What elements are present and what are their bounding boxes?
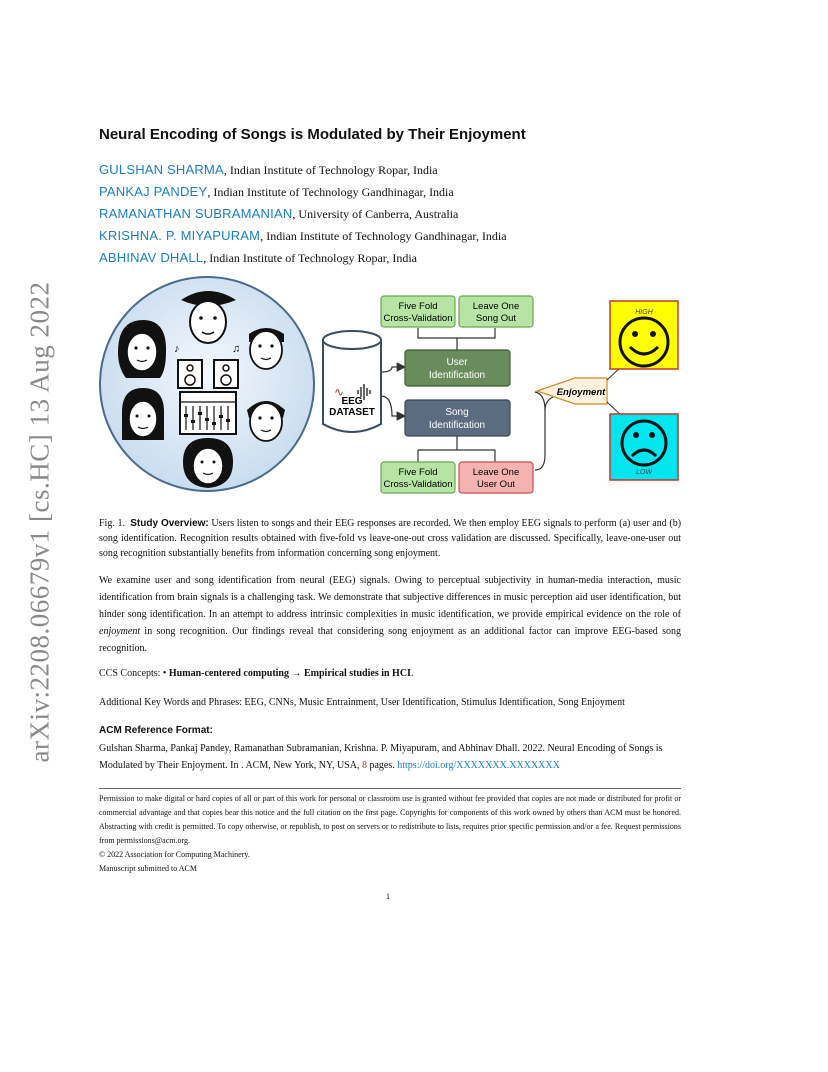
author-name: KRISHNA. P. MIYAPURAM <box>99 228 261 243</box>
footnote <box>99 792 681 876</box>
enjoyment-label: Enjoyment <box>556 387 606 398</box>
caption-label: Fig. 1. <box>99 518 125 529</box>
box-label: Five Fold <box>398 467 438 478</box>
low-label: LOW <box>636 469 652 476</box>
box-label: Five Fold <box>398 301 438 312</box>
overview-figure <box>0 0 828 510</box>
keywords: Additional Key Words and Phrases: EEG, CNNs, Music Entrainment, User Identification, Stimulus Identification, Song Enjoyment <box>99 697 625 708</box>
user-id-label: Identification <box>428 370 486 381</box>
person-face-icon <box>118 320 166 378</box>
box-label: Leave One <box>472 467 520 478</box>
dataset-label: DATASET <box>329 407 375 418</box>
svg-text:♪: ♪ <box>174 343 180 355</box>
ccs-suffix: . <box>410 668 414 679</box>
abstract-text: in song recognition. Our findings reveal that considering song enjoyment as an additional factor can improve EEG-based song recognition. <box>99 626 681 654</box>
author-affiliation: , University of Canberra, Australia <box>292 207 459 221</box>
acm-ref-pages[interactable]: 8 <box>361 760 367 771</box>
author-name: PANKAJ PANDEY <box>99 184 208 199</box>
high-label: HIGH <box>635 309 653 316</box>
arxiv-id-text: arXiv:2208.06679v1 [cs.HC] 13 Aug 2022 <box>24 281 55 763</box>
speaker-icon <box>214 360 238 388</box>
connector-line <box>457 328 495 338</box>
person-face-icon <box>249 328 284 369</box>
copyright-notice: © 2022 Association for Computing Machinery. <box>99 850 250 859</box>
author-affiliation: , Indian Institute of Technology Ropar, India <box>203 251 417 265</box>
connector-line <box>535 392 545 470</box>
figure-caption <box>99 516 681 561</box>
acm-ref-text: Gulshan Sharma, Pankaj Pandey, Ramanathan Subramanian, Krishna. P. Miyapuram, and Abhinav Dhall. 2022. Neural Encoding of Songs is Modulated by Their Enjoyment. In . ACM, New York, NY, USA, <box>99 743 663 771</box>
acm-ref-text: pages. <box>366 760 398 771</box>
author-name: GULSHAN SHARMA <box>99 162 224 177</box>
ccs-prefix: CCS Concepts: • <box>99 668 169 679</box>
connector-line <box>545 396 555 410</box>
abstract-emphasis: enjoyment <box>99 626 141 637</box>
connector-line <box>418 328 457 350</box>
svg-text:♫: ♫ <box>232 343 241 355</box>
person-face-icon <box>122 388 164 440</box>
connector-arrow <box>381 396 405 416</box>
song-id-label: Song <box>445 407 469 418</box>
song-id-label: Identification <box>428 420 486 431</box>
author-affiliation: , Indian Institute of Technology Gandhinagar, India <box>260 229 507 243</box>
footnote-divider <box>99 788 681 789</box>
box-label: Cross-Validation <box>383 313 453 324</box>
box-label: Cross-Validation <box>383 479 453 490</box>
acm-ref-heading: ACM Reference Format: <box>99 725 213 736</box>
abstract-text: We examine user and song identification from neural (EEG) signals. Owing to perceptual subjectivity in human-media interaction, music identification from brain signals is a challenging task. We demonstrate that subjective differences in music perception aid user identification, but hinder song identification. In an attempt to address intrinsic complexities in music identification, we provide empirical evidence on the role of <box>99 575 681 620</box>
abstract <box>99 572 681 657</box>
caption-bold: Study Overview: <box>130 518 209 529</box>
author-affiliation: , Indian Institute of Technology Gandhinagar, India <box>207 185 454 199</box>
person-face-icon <box>183 438 233 488</box>
connector-line <box>457 450 495 462</box>
paper-title: Neural Encoding of Songs is Modulated by Their Enjoyment <box>99 126 526 143</box>
connector-arrow <box>381 367 405 372</box>
box-label: Song Out <box>475 313 517 324</box>
author-affiliation: , Indian Institute of Technology Ropar, India <box>223 163 438 177</box>
speaker-icon <box>178 360 202 388</box>
mixer-console-icon <box>180 392 236 434</box>
ccs-concepts <box>99 668 413 679</box>
box-label: Leave One <box>472 301 520 312</box>
doi-link[interactable]: https://doi.org/XXXXXXX.XXXXXXX <box>397 760 560 771</box>
sine-wave-icon: ∿ <box>334 385 345 399</box>
author-name: ABHINAV DHALL <box>99 250 204 265</box>
dataset-label: EEG <box>341 396 363 407</box>
permission-notice: Permission to make digital or hard copies of all or part of this work for personal or classroom use is granted without fee provided that copies are not made or distributed for profit or commercial advantage and that copies bear this notice and the full citation on the first page. Copyrights for components of this work owned by others than ACM must be honored. Abstracting with credit is permitted. To copy otherwise, or republish, to post on servers or to redistribute to lists, requires prior specific permission and/or a fee. Request permissions from permissions@acm.org. <box>99 794 681 845</box>
caption-text: Users listen to songs and their EEG responses are recorded. We then employ EEG signals to perform (a) user and (b) song identification. Recognition results obtained with five-fold vs leave-one-out cross validation are discussed. Specifically, leave-one-user out song recognition substantially benefits from information concerning song enjoyment. <box>99 518 682 559</box>
ccs-bold: Human-centered computing → Empirical studies in HCI <box>168 668 411 679</box>
user-id-label: User <box>446 357 468 368</box>
author-name: RAMANATHAN SUBRAMANIAN <box>99 206 293 221</box>
connector-line <box>418 436 457 462</box>
acm-ref <box>99 740 681 774</box>
box-label: User Out <box>476 479 516 490</box>
page-number: 1 <box>386 892 390 901</box>
manuscript-notice: Manuscript submitted to ACM <box>99 864 197 873</box>
